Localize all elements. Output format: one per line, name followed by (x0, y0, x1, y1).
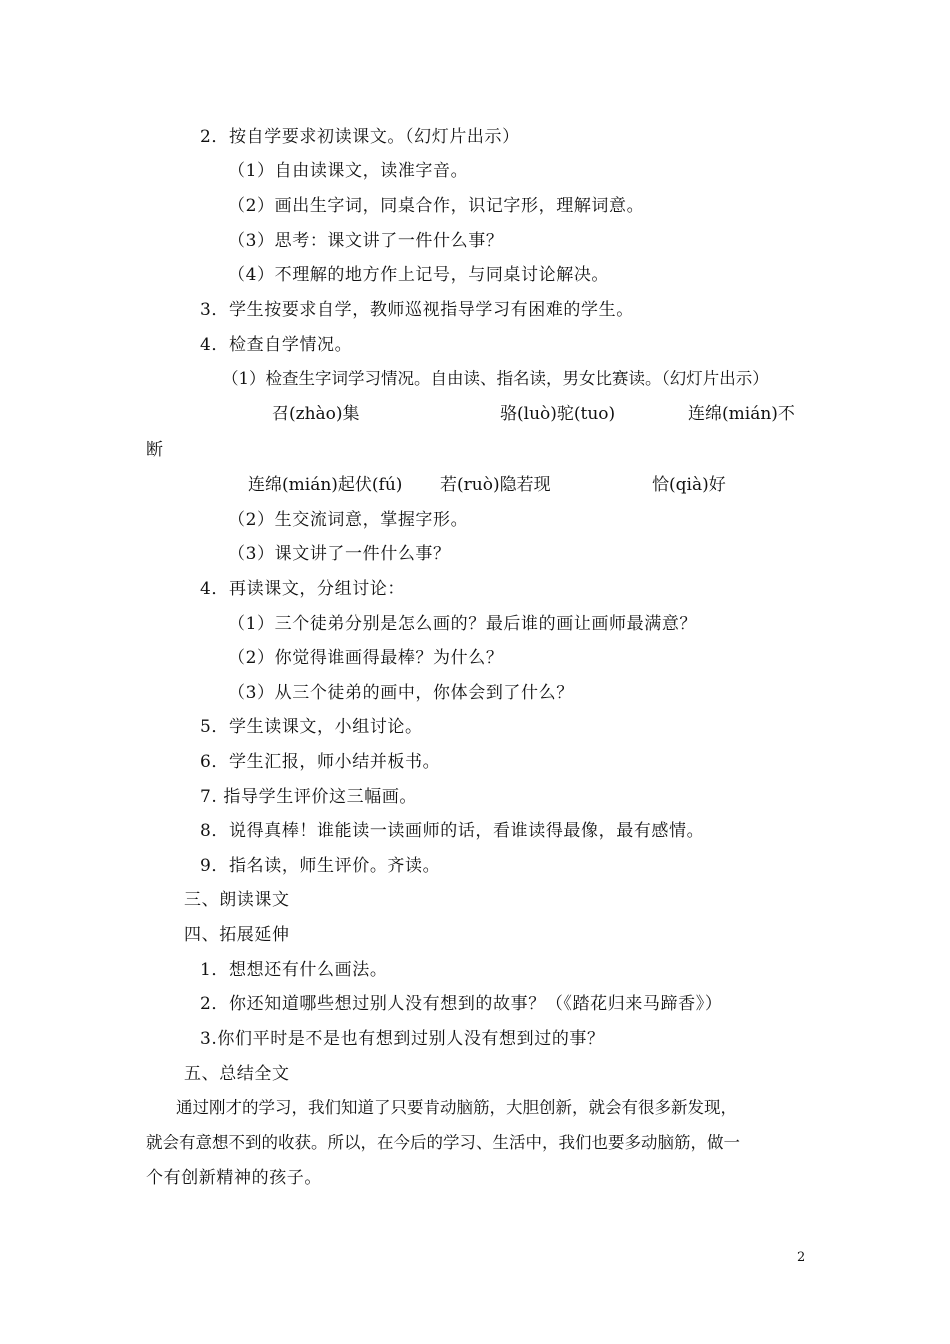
page-number: 2 (797, 1250, 806, 1265)
text-line: 5．学生读课文，小组讨论。 (200, 717, 423, 737)
vocab-item: 连绵(mián)不 (688, 404, 795, 424)
text-line: 个有创新精神的孩子。 (146, 1168, 322, 1188)
text-line: 就会有意想不到的收获。所以，在今后的学习、生活中，我们也要多动脑筋，做一 (146, 1133, 740, 1152)
text-line: （2）画出生字词，同桌合作，识记字形，理解词意。 (228, 196, 645, 216)
text-line: 7. 指导学生评价这三幅画。 (200, 787, 418, 807)
section-heading: 三、朗读课文 (184, 890, 290, 910)
text-line: （3）思考：课文讲了一件什么事？ (228, 231, 504, 251)
text-line: （2）生交流词意，掌握字形。 (228, 510, 469, 530)
text-line: 2．按自学要求初读课文。（幻灯片出示） (200, 127, 520, 147)
text-line: （2）你觉得谁画得最棒？为什么？ (228, 648, 504, 668)
text-line: 2．你还知道哪些想过别人没有想到的故事？（《踏花归来马蹄香》） (200, 994, 723, 1014)
text-line: 9．指名读，师生评价。齐读。 (200, 856, 441, 876)
text-line: 断 (146, 440, 164, 460)
vocab-item: 骆(luò)驼(tuo) (500, 404, 616, 424)
section-heading: 五、总结全文 (184, 1064, 290, 1084)
text-line: （3）课文讲了一件什么事？ (228, 544, 451, 564)
section-heading: 四、拓展延伸 (184, 925, 290, 945)
text-line: 4．检查自学情况。 (200, 335, 353, 355)
text-line: 通过刚才的学习，我们知道了只要肯动脑筋，大胆创新，就会有很多新发现， (176, 1098, 737, 1117)
text-line: （3）从三个徒弟的画中，你体会到了什么？ (228, 683, 574, 703)
text-line: （1）自由读课文，读准字音。 (228, 161, 469, 181)
text-line: 8．说得真棒！谁能读一读画师的话，看谁读得最像，最有感情。 (200, 821, 705, 841)
text-line: 3.你们平时是不是也有想到过别人没有想到过的事？ (200, 1029, 605, 1049)
vocab-item: 召(zhào)集 (272, 404, 360, 424)
text-line: （1）三个徒弟分别是怎么画的？最后谁的画让画师最满意？ (228, 614, 698, 634)
text-line: 3．学生按要求自学，教师巡视指导学习有困难的学生。 (200, 300, 634, 320)
vocab-item: 若(ruò)隐若现 (440, 475, 551, 495)
text-line: 4．再读课文，分组讨论： (200, 579, 406, 599)
text-line: 6．学生汇报，师小结并板书。 (200, 752, 441, 772)
vocab-item: 恰(qià)好 (652, 475, 726, 495)
text-line: （4）不理解的地方作上记号，与同桌讨论解决。 (228, 265, 610, 285)
text-line: （1）检查生字词学习情况。自由读、指名读，男女比赛读。（幻灯片出示） (222, 369, 769, 388)
vocab-item: 连绵(mián)起伏(fú) (248, 475, 403, 495)
text-line: 1．想想还有什么画法。 (200, 960, 388, 980)
